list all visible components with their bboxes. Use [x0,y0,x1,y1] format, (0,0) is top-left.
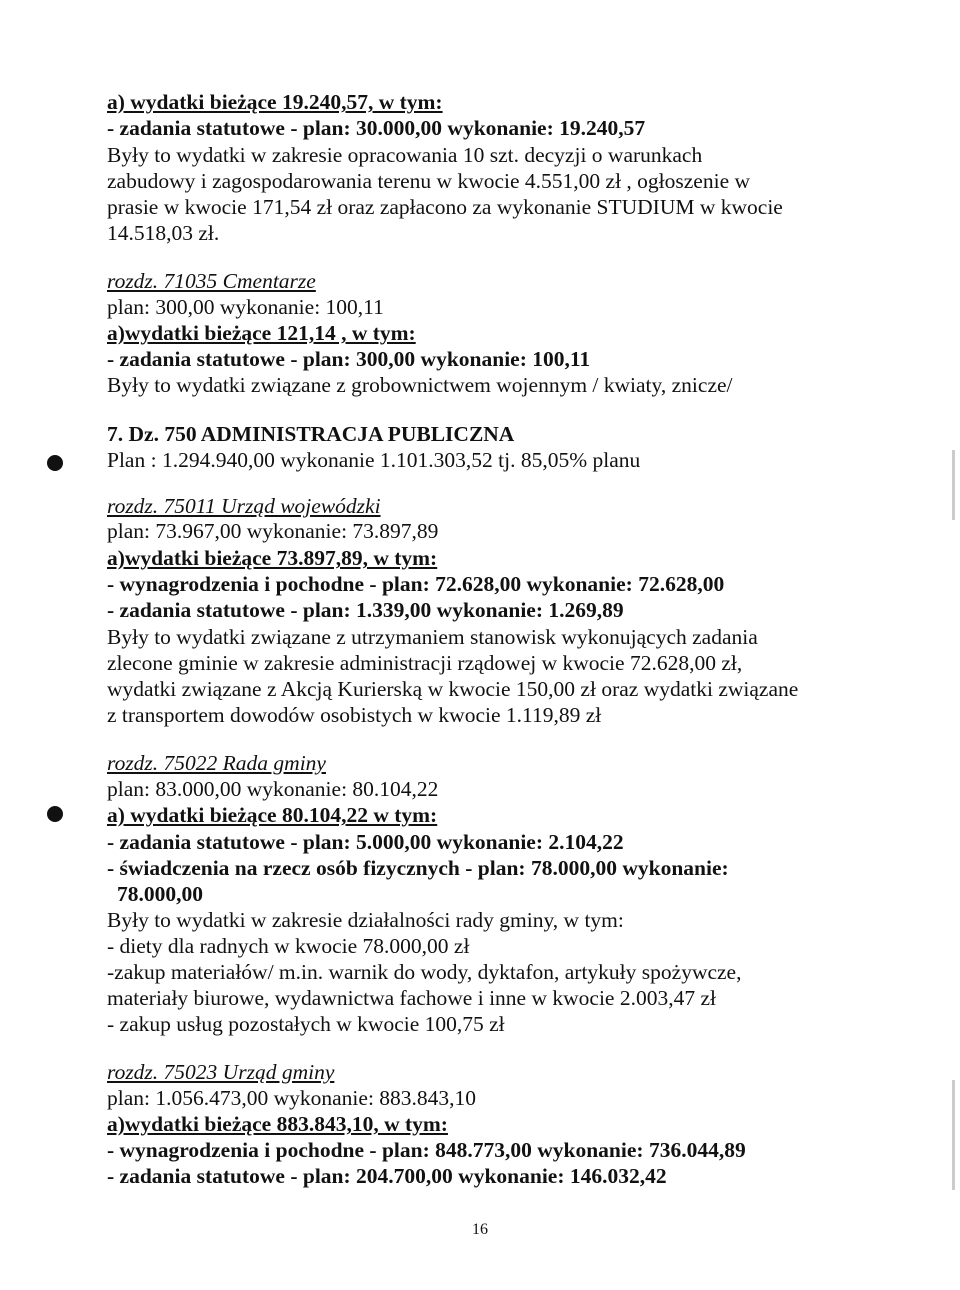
punch-hole-mark [47,455,63,471]
budget-line: - zadania statutowe - plan: 204.700,00 wykonanie: 146.032,42 [107,1164,667,1188]
section-heading: a)wydatki bieżące 121,14 , w tym: [107,321,416,345]
paragraph-line: wydatki związane z Akcją Kurierską w kwocie 150,00 zł oraz wydatki związane [107,677,799,701]
section-heading: a)wydatki bieżące 73.897,89, w tym: [107,546,438,570]
dzial-heading: 7. Dz. 750 ADMINISTRACJA PUBLICZNA [107,422,515,446]
rozdzial-heading: rozdz. 71035 Cmentarze [107,269,316,293]
budget-line: - zadania statutowe - plan: 30.000,00 wykonanie: 19.240,57 [107,116,646,140]
rozdzial-heading: rozdz. 75011 Urząd wojewódzki [107,494,381,518]
page-number: 16 [472,1221,488,1238]
paragraph-line: materiały biurowe, wydawnictwa fachowe i inne w kwocie 2.003,47 zł [107,986,716,1010]
section-heading: a) wydatki bieżące 19.240,57, w tym: [107,90,443,114]
budget-line: - wynagrodzenia i pochodne - plan: 848.773,00 wykonanie: 736.044,89 [107,1138,746,1162]
punch-hole-mark [47,806,63,822]
plan-line: Plan : 1.294.940,00 wykonanie 1.101.303,52 tj. 85,05% planu [107,448,641,472]
budget-line: - wynagrodzenia i pochodne - plan: 72.628,00 wykonanie: 72.628,00 [107,572,725,596]
paragraph-line: - zakup usług pozostałych w kwocie 100,75 zł [107,1012,505,1036]
rozdzial-heading: rozdz. 75023 Urząd gminy [107,1060,335,1084]
plan-line: plan: 300,00 wykonanie: 100,11 [107,295,384,319]
scan-edge-mark [952,1080,955,1190]
plan-line: plan: 73.967,00 wykonanie: 73.897,89 [107,519,439,543]
budget-line: - zadania statutowe - plan: 300,00 wykonanie: 100,11 [107,347,591,371]
paragraph-line: Były to wydatki związane z grobownictwem wojennym / kwiaty, znicze/ [107,373,733,397]
paragraph-line: prasie w kwocie 171,54 zł oraz zapłacono za wykonanie STUDIUM w kwocie [107,195,783,219]
paragraph-line: zabudowy i zagospodarowania terenu w kwocie 4.551,00 zł , ogłoszenie w [107,169,751,193]
paragraph-line: -zakup materiałów/ m.in. warnik do wody, dyktafon, artykuły spożywcze, [107,960,742,984]
section-heading: a)wydatki bieżące 883.843,10, w tym: [107,1112,448,1136]
budget-line: - zadania statutowe - plan: 1.339,00 wykonanie: 1.269,89 [107,598,624,622]
paragraph-line: Były to wydatki związane z utrzymaniem stanowisk wykonujących zadania [107,625,758,649]
rozdzial-heading: rozdz. 75022 Rada gminy [107,751,326,775]
section-heading: a) wydatki bieżące 80.104,22 w tym: [107,803,438,827]
budget-line: - zadania statutowe - plan: 5.000,00 wykonanie: 2.104,22 [107,830,624,854]
paragraph-line: zlecone gminie w zakresie administracji rządowej w kwocie 72.628,00 zł, [107,651,743,675]
paragraph-line: z transportem dowodów osobistych w kwocie 1.119,89 zł [107,703,602,727]
budget-line: 78.000,00 [117,882,203,906]
scan-edge-mark [952,450,955,520]
paragraph-line: Były to wydatki w zakresie działalności rady gminy, w tym: [107,908,624,932]
plan-line: plan: 83.000,00 wykonanie: 80.104,22 [107,777,439,801]
paragraph-line: 14.518,03 zł. [107,221,220,245]
budget-line: - świadczenia na rzecz osób fizycznych - plan: 78.000,00 wykonanie: [107,856,729,880]
plan-line: plan: 1.056.473,00 wykonanie: 883.843,10 [107,1086,477,1110]
paragraph-line: - diety dla radnych w kwocie 78.000,00 zł [107,934,470,958]
paragraph-line: Były to wydatki w zakresie opracowania 10 szt. decyzji o warunkach [107,143,703,167]
